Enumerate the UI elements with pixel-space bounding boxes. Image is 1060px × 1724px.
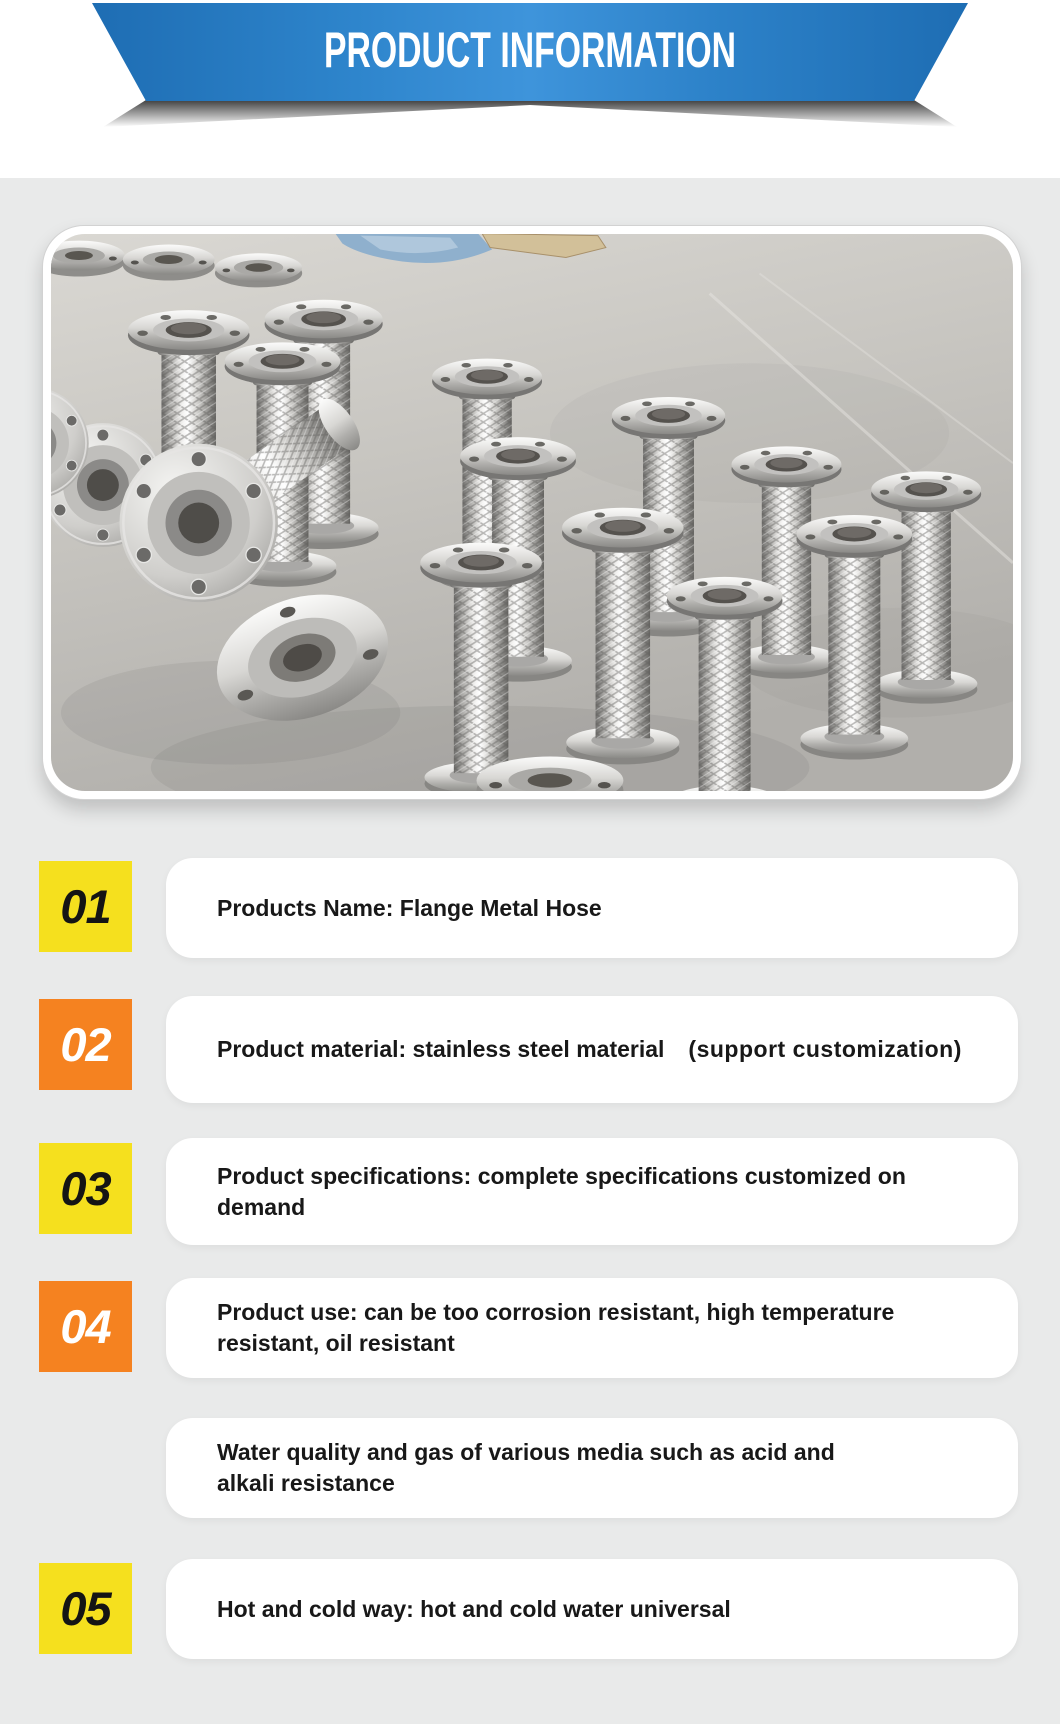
item-03-card bbox=[166, 1138, 1018, 1245]
banner bbox=[0, 0, 1060, 140]
item-04-text-2: resistant, oil resistant bbox=[217, 1330, 455, 1356]
product-photo bbox=[51, 234, 1013, 791]
item-02-main: Product material: stainless steel material bbox=[217, 1036, 665, 1062]
lying-flange bbox=[123, 245, 215, 281]
item-02-text bbox=[217, 1034, 980, 1065]
product-photo-card bbox=[42, 225, 1022, 800]
item-unnumbered-text: Water quality and gas of various media such as acid and bbox=[217, 1439, 835, 1465]
item-05-text: Hot and cold way: hot and cold water universal bbox=[217, 1595, 731, 1622]
lying-flange bbox=[51, 241, 125, 277]
item-02-card bbox=[166, 996, 1018, 1103]
item-unnumbered-text-2: alkali resistance bbox=[217, 1470, 395, 1496]
item-01-card bbox=[166, 858, 1018, 958]
item-01-text: Products Name: Flange Metal Hose bbox=[217, 894, 602, 921]
item-04-badge: 04 bbox=[39, 1281, 132, 1372]
item-02-badge: 02 bbox=[39, 999, 132, 1090]
item-unnumbered-card bbox=[166, 1418, 1018, 1518]
item-05-card bbox=[166, 1559, 1018, 1659]
banner-title: PRODUCT INFORMATION bbox=[324, 22, 736, 78]
item-02-note: (support customization) bbox=[688, 1036, 962, 1062]
item-03-text: Product specifications: complete specifications customized on demand bbox=[217, 1162, 906, 1220]
lying-flange bbox=[215, 253, 302, 287]
banner-shadow bbox=[103, 100, 957, 127]
item-05-badge: 05 bbox=[39, 1563, 132, 1654]
item-04-text: Product use: can be too corrosion resistant, high temperature bbox=[217, 1299, 895, 1325]
item-01-badge: 01 bbox=[39, 861, 132, 952]
item-04-card bbox=[166, 1278, 1018, 1378]
item-03-badge: 03 bbox=[39, 1143, 132, 1234]
